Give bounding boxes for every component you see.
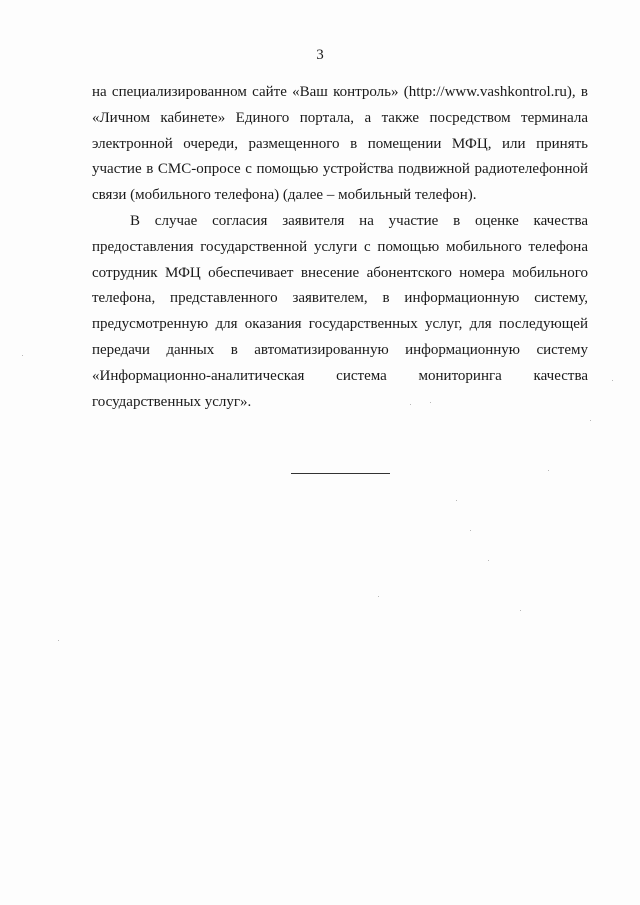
- scan-speck: [58, 640, 59, 641]
- scan-speck: [590, 420, 591, 421]
- scan-speck: [520, 610, 521, 611]
- scan-speck: [548, 470, 549, 471]
- paragraph-consent: В случае согласия заявителя на участие в оценке качества предоставления государственной услуги с помощью мобильного телефона сотрудник МФЦ обеспечивает внесение абонентского номера мобильного телефона, представленного заявителем, в информационную систему, предусмотренную для оказания государственных услуг, для последующей передачи данных в автоматизированную информационную систему «Информационно-аналитическая система мониторинга качества государственных услуг».: [92, 212, 588, 410]
- paragraph-continuation: на специализированном сайте «Ваш контроль» (http://www.vashkontrol.ru), в «Личном кабинете» Единого портала, а также посредством терминала электронной очереди, размещенного в помещении МФЦ, или принять участие в СМС-опросе с помощью устройства подвижной радиотелефонной связи (мобильного телефона) (далее – мобильный телефон).: [92, 84, 588, 204]
- scan-speck: [456, 500, 457, 501]
- end-separator-line: [291, 473, 390, 474]
- scan-speck: [488, 560, 489, 561]
- scan-speck: [410, 404, 411, 405]
- scan-speck: [378, 596, 379, 597]
- document-body: [92, 80, 588, 415]
- scan-speck: [430, 402, 431, 403]
- scan-speck: [470, 530, 471, 531]
- page-number: 3: [316, 47, 324, 63]
- scan-speck: [22, 355, 23, 356]
- scan-speck: [612, 380, 613, 381]
